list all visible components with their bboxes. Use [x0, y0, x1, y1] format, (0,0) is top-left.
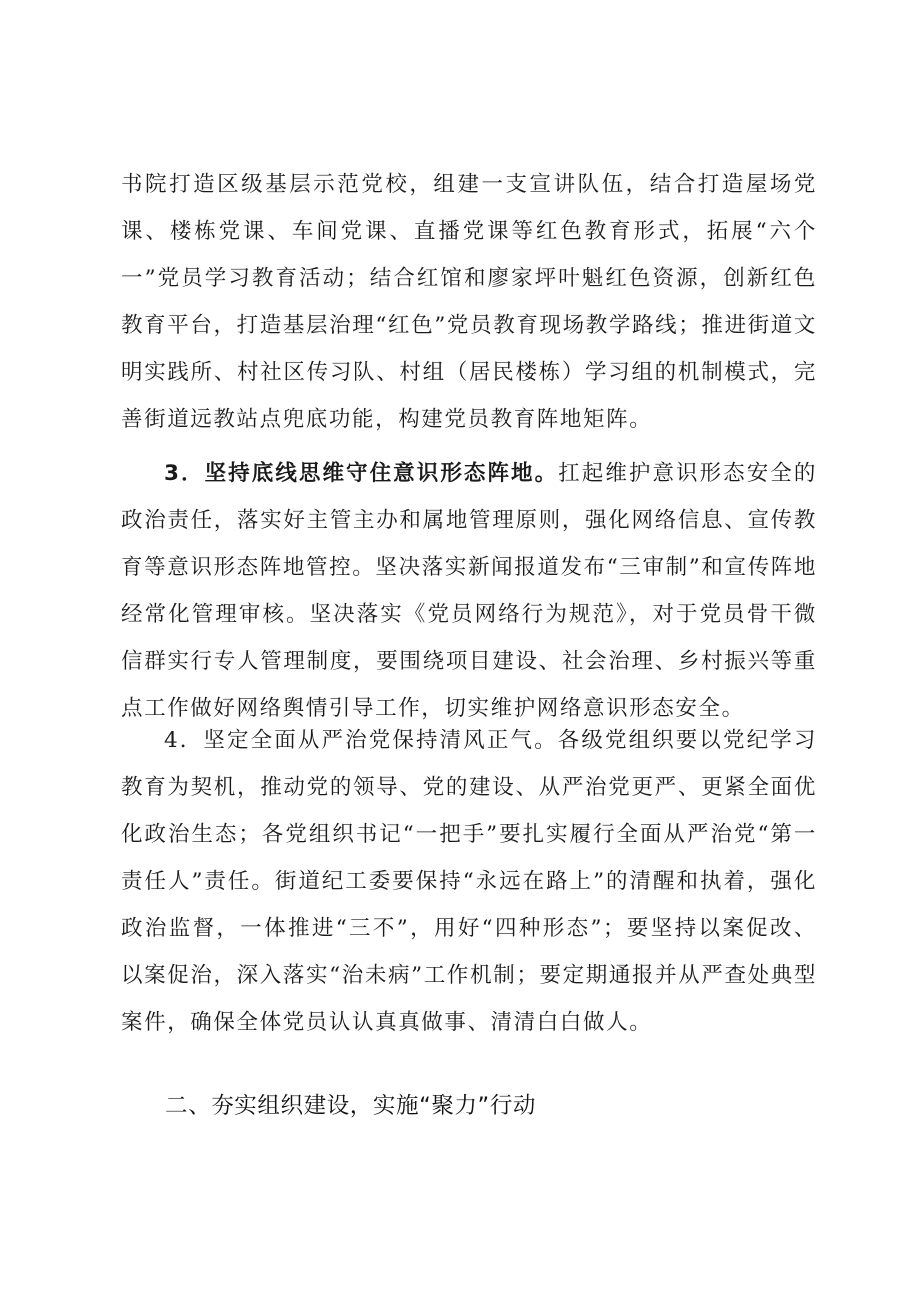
section-heading: 二、夯实组织建设，实施“聚力”行动	[165, 1093, 537, 1119]
paragraph-ideology-positions	[121, 450, 817, 732]
paragraph-party-education-positions: 书院打造区级基层示范党校，组建一支宣讲队伍，结合打造屋场党课、楼栋党课、车间党课、直播党课等红色教育形式，拓展“六个一”党员学习教育活动；结合红馆和廖家坪叶魁红色资源，创新红色教育平台，打造基层治理“红色”党员教育现场教学路线；推进街道文明实践所、村社区传习队、村组（居民楼栋）学习组的机制模式，完善街道远教站点兜底功能，构建党员教育阵地矩阵。	[121, 172, 817, 432]
paragraph-strict-party-governance: 4．坚定全面从严治党保持清风正气。各级党组织要以党纪学习教育为契机，推动党的领导、党的建设、从严治党更严、更紧全面优化政治生态；各党组织书记“一把手”要扎实履行全面从严治党“第一责任人”责任。街道纪工委要保持“永远在路上”的清醒和执着，强化政治监督，一体推进“三不”，用好“四种形态”；要坚持以案促改、以案促治，深入落实“治未病”工作机制；要定期通报并从严查处典型案件，确保全体党员认认真真做事、清清白白做人。	[121, 728, 817, 1035]
paragraph-body-text: 扛起维护意识形态安全的政治责任，落实好主管主办和属地管理原则，强化网络信息、宣传教育等意识形态阵地管控。坚决落实新闻报道发布“三审制”和宣传阵地经常化管理审核。坚决落实《党员网络行为规范》，对于党员骨干微信群实行专人管理制度，要围绕项目建设、社会治理、乡村振兴等重点工作做好网络舆情引导工作，切实维护网络意识形态安全。	[121, 461, 817, 721]
paragraph-lead-heading: 3．坚持底线思维守住意识形态阵地。	[164, 461, 559, 486]
